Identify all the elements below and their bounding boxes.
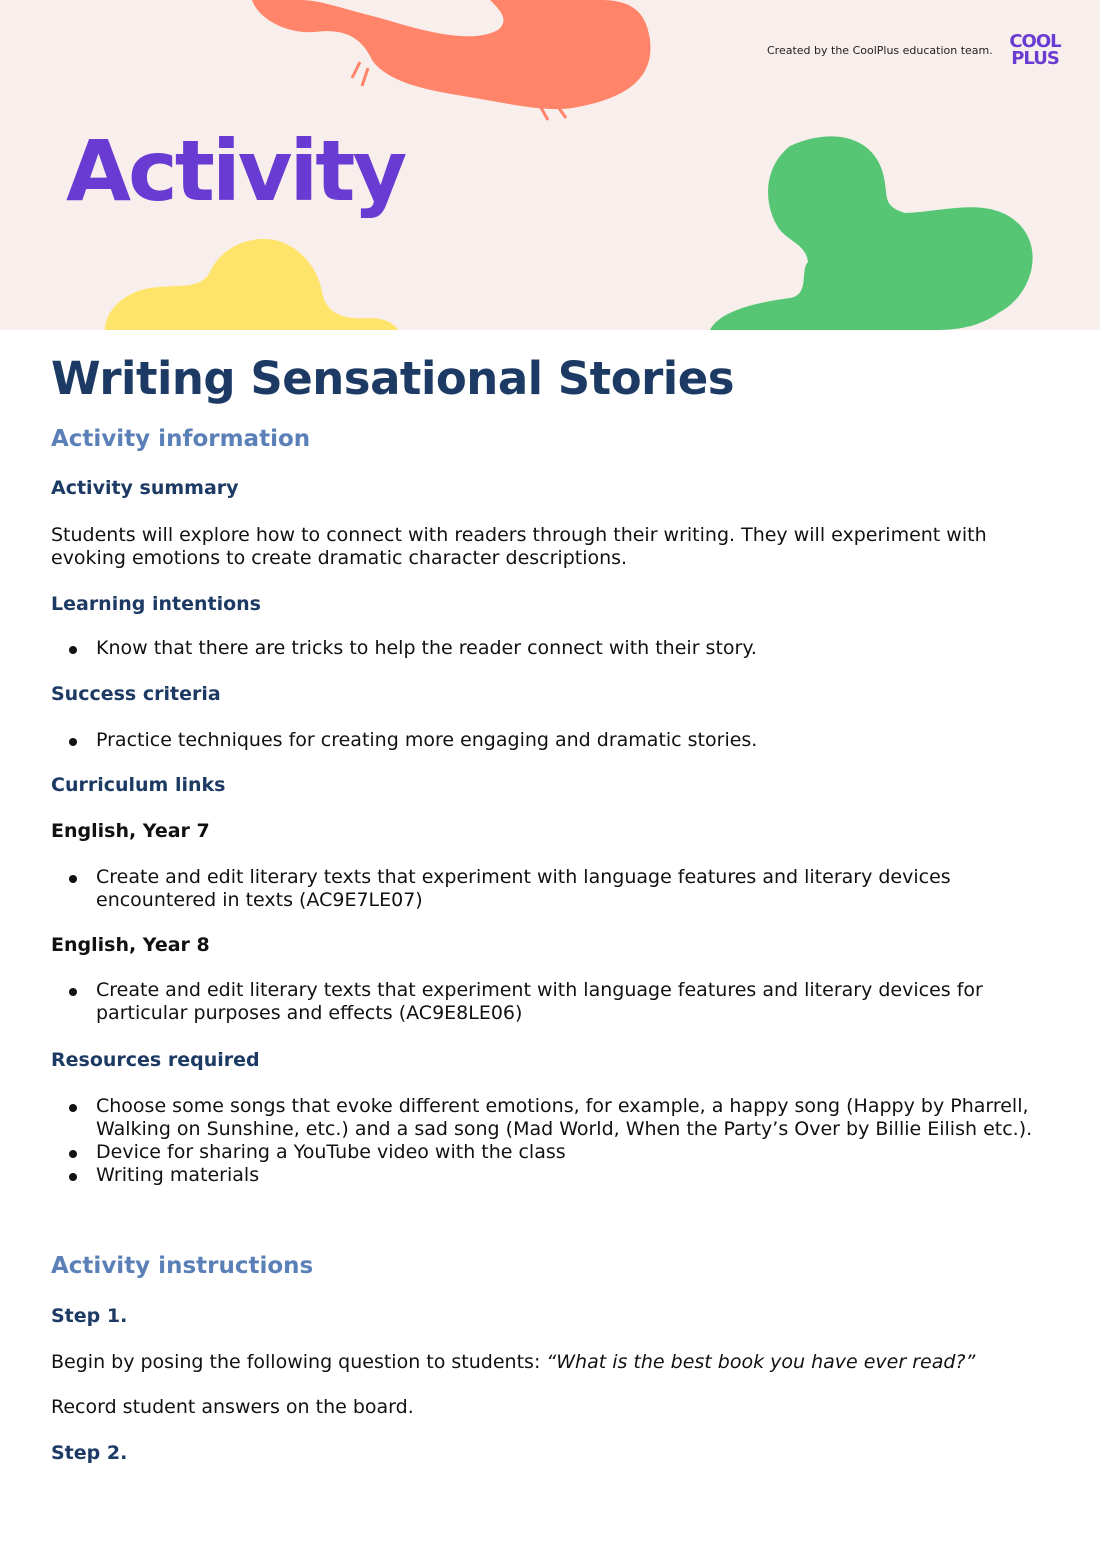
success-criteria-list: [51, 729, 1041, 752]
activity-instructions-heading: Activity instructions: [51, 1253, 314, 1279]
logo-line-1: COOL: [1009, 31, 1061, 52]
banner-title: Activity: [66, 122, 405, 220]
list-item: Create and edit literary texts that experiment with language features and literary devices for particular purposes and effects (AC9E8LE06): [51, 979, 1041, 1025]
resources-list: [51, 1095, 1041, 1187]
header-banner: [0, 0, 1100, 330]
learning-intentions-list: [51, 637, 1041, 660]
coral-blob: [210, 0, 650, 109]
document-title: Writing Sensational Stories: [51, 352, 735, 405]
step1-question: “What is the best book you have ever read?”: [546, 1351, 976, 1373]
year7-heading: English, Year 7: [51, 820, 210, 842]
step2-heading: Step 2.: [51, 1442, 128, 1464]
list-item: Create and edit literary texts that experiment with language features and literary devices encountered in texts (AC9E7LE07): [51, 866, 1041, 912]
activity-summary-text: Students will explore how to connect with readers through their writing. They will experiment with evoking emotions to create dramatic character descriptions.: [51, 524, 987, 569]
step1-text-prefix: Begin by posing the following question to students:: [51, 1351, 547, 1373]
list-item: Writing materials: [51, 1164, 1041, 1187]
year8-list: [51, 979, 1041, 1025]
activity-summary-heading: Activity summary: [51, 477, 239, 499]
list-item: Choose some songs that evoke different emotions, for example, a happy song (Happy by Pharrell, Walking on Sunshine, etc.) and a sad song (Mad World, When the Party’s Over by Billie Eilish etc.).: [51, 1095, 1041, 1141]
step1-heading: Step 1.: [51, 1305, 128, 1327]
green-blob: [710, 136, 1033, 330]
learning-intentions-heading: Learning intentions: [51, 593, 261, 615]
list-item: Practice techniques for creating more engaging and dramatic stories.: [51, 729, 1041, 752]
coolplus-logo: [1003, 33, 1067, 73]
curriculum-links-heading: Curriculum links: [51, 774, 226, 796]
resources-required-heading: Resources required: [51, 1049, 260, 1071]
year7-list: [51, 866, 1041, 912]
step1-text: [51, 1351, 1041, 1374]
activity-information-heading: Activity information: [51, 426, 311, 452]
credit-text: Created by the CoolPlus education team.: [767, 44, 993, 57]
year8-heading: English, Year 8: [51, 934, 210, 956]
logo-line-2: PLUS: [1011, 48, 1059, 69]
step1-text-2: Record student answers on the board.: [51, 1396, 414, 1418]
success-criteria-heading: Success criteria: [51, 683, 221, 705]
list-item: Know that there are tricks to help the reader connect with their story.: [51, 637, 1041, 660]
yellow-blob: [105, 239, 398, 330]
list-item: Device for sharing a YouTube video with the class: [51, 1141, 1041, 1164]
